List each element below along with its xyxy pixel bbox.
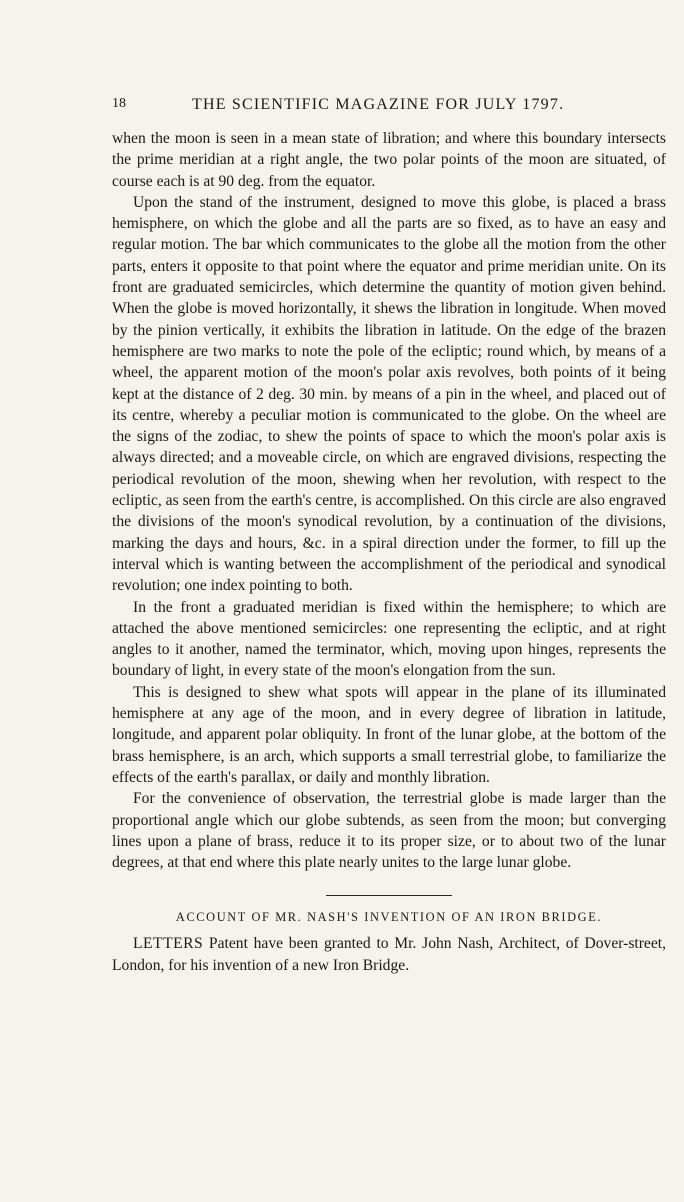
running-title: THE SCIENTIFIC MAGAZINE FOR JULY 1797.	[192, 96, 565, 113]
paragraph: In the front a graduated meridian is fixed within the hemisphere; to which are attached the above mentioned semicircles: one representing the ecliptic, and at right angles to it another, named the terminator, which, moving upon hinges, represents the boundary of light, in every state of the moon's elongation from the sun.	[112, 598, 666, 680]
article-body	[112, 128, 666, 873]
section-paragraph	[112, 933, 666, 976]
section-divider	[326, 895, 452, 896]
paragraph: For the convenience of observation, the terrestrial globe is made larger than the proportional angle which our globe subtends, as seen from the moon; but converging lines upon a plane of brass, reduce it to its proper size, or to about two of the lunar degrees, at that end where this plate nearly unites to the large lunar globe.	[112, 790, 666, 872]
section-heading: ACCOUNT OF MR. NASH'S INVENTION OF AN IRON BRIDGE.	[175, 910, 603, 925]
section-paragraph-text: Patent have been granted to Mr. John Nash, Architect, of Dover-street, London, for his invention of a new Iron Bridge.	[112, 935, 666, 974]
page-number: 18	[112, 96, 126, 111]
lead-word: LETTERS	[133, 935, 204, 953]
paragraph: This is designed to shew what spots will appear in the plane of its illuminated hemisphere at any age of the moon, and in every degree of libration in latitude, longitude, and apparent polar obliquity. In front of the lunar globe, at the bottom of the brass hemisphere, is an arch, which supports a small terrestrial globe, to familiarize the effects of the earth's parallax, or daily and monthly libration.	[112, 683, 666, 786]
paragraph: Upon the stand of the instrument, designed to move this globe, is placed a brass hemisphere, on which the globe and all the parts are so fixed, as to have an easy and regular motion. The bar which communicates to the globe all the motion from the other parts, enters it opposite to that point where the equator and prime meridian unite. On its front are graduated semicircles, which determine the quantity of motion given behind. When the globe is moved horizontally, it shews the libration in longitude. When moved by the pinion vertically, it exhibits the libration in latitude. On the edge of the brazen hemisphere are two marks to note the pole of the ecliptic; round which, by means of a wheel, the apparent motion of the moon's polar axis revolves, both points of it being kept at the distance of 2 deg. 30 min. by means of a pin in the wheel, and placed out of its centre, whereby a peculiar motion is communicated to the globe. On the wheel are the signs of the zodiac, to shew the points of space to which the moon's polar axis is always directed; and a moveable circle, on which are engraved divisions, respecting the periodical revolution of the moon, shewing when her revolution, with respect to the ecliptic, as seen from the earth's centre, is accomplished. On this circle are also engraved the divisions of the moon's synodical revolution, by a continuation of the divisions, marking the days and hours, &c. in a spiral direction under the former, to fill up the interval which is wanting between the accomplishment of the periodical and synodical revolution; one index pointing to both.	[112, 193, 666, 595]
paragraph-continued: when the moon is seen in a mean state of libration; and where this boundary intersects the prime meridian at a right angle, the two polar points of the moon are situated, of course each is at 90 deg. from the equator.	[112, 130, 666, 190]
running-header	[112, 96, 666, 122]
magazine-page	[112, 96, 666, 976]
